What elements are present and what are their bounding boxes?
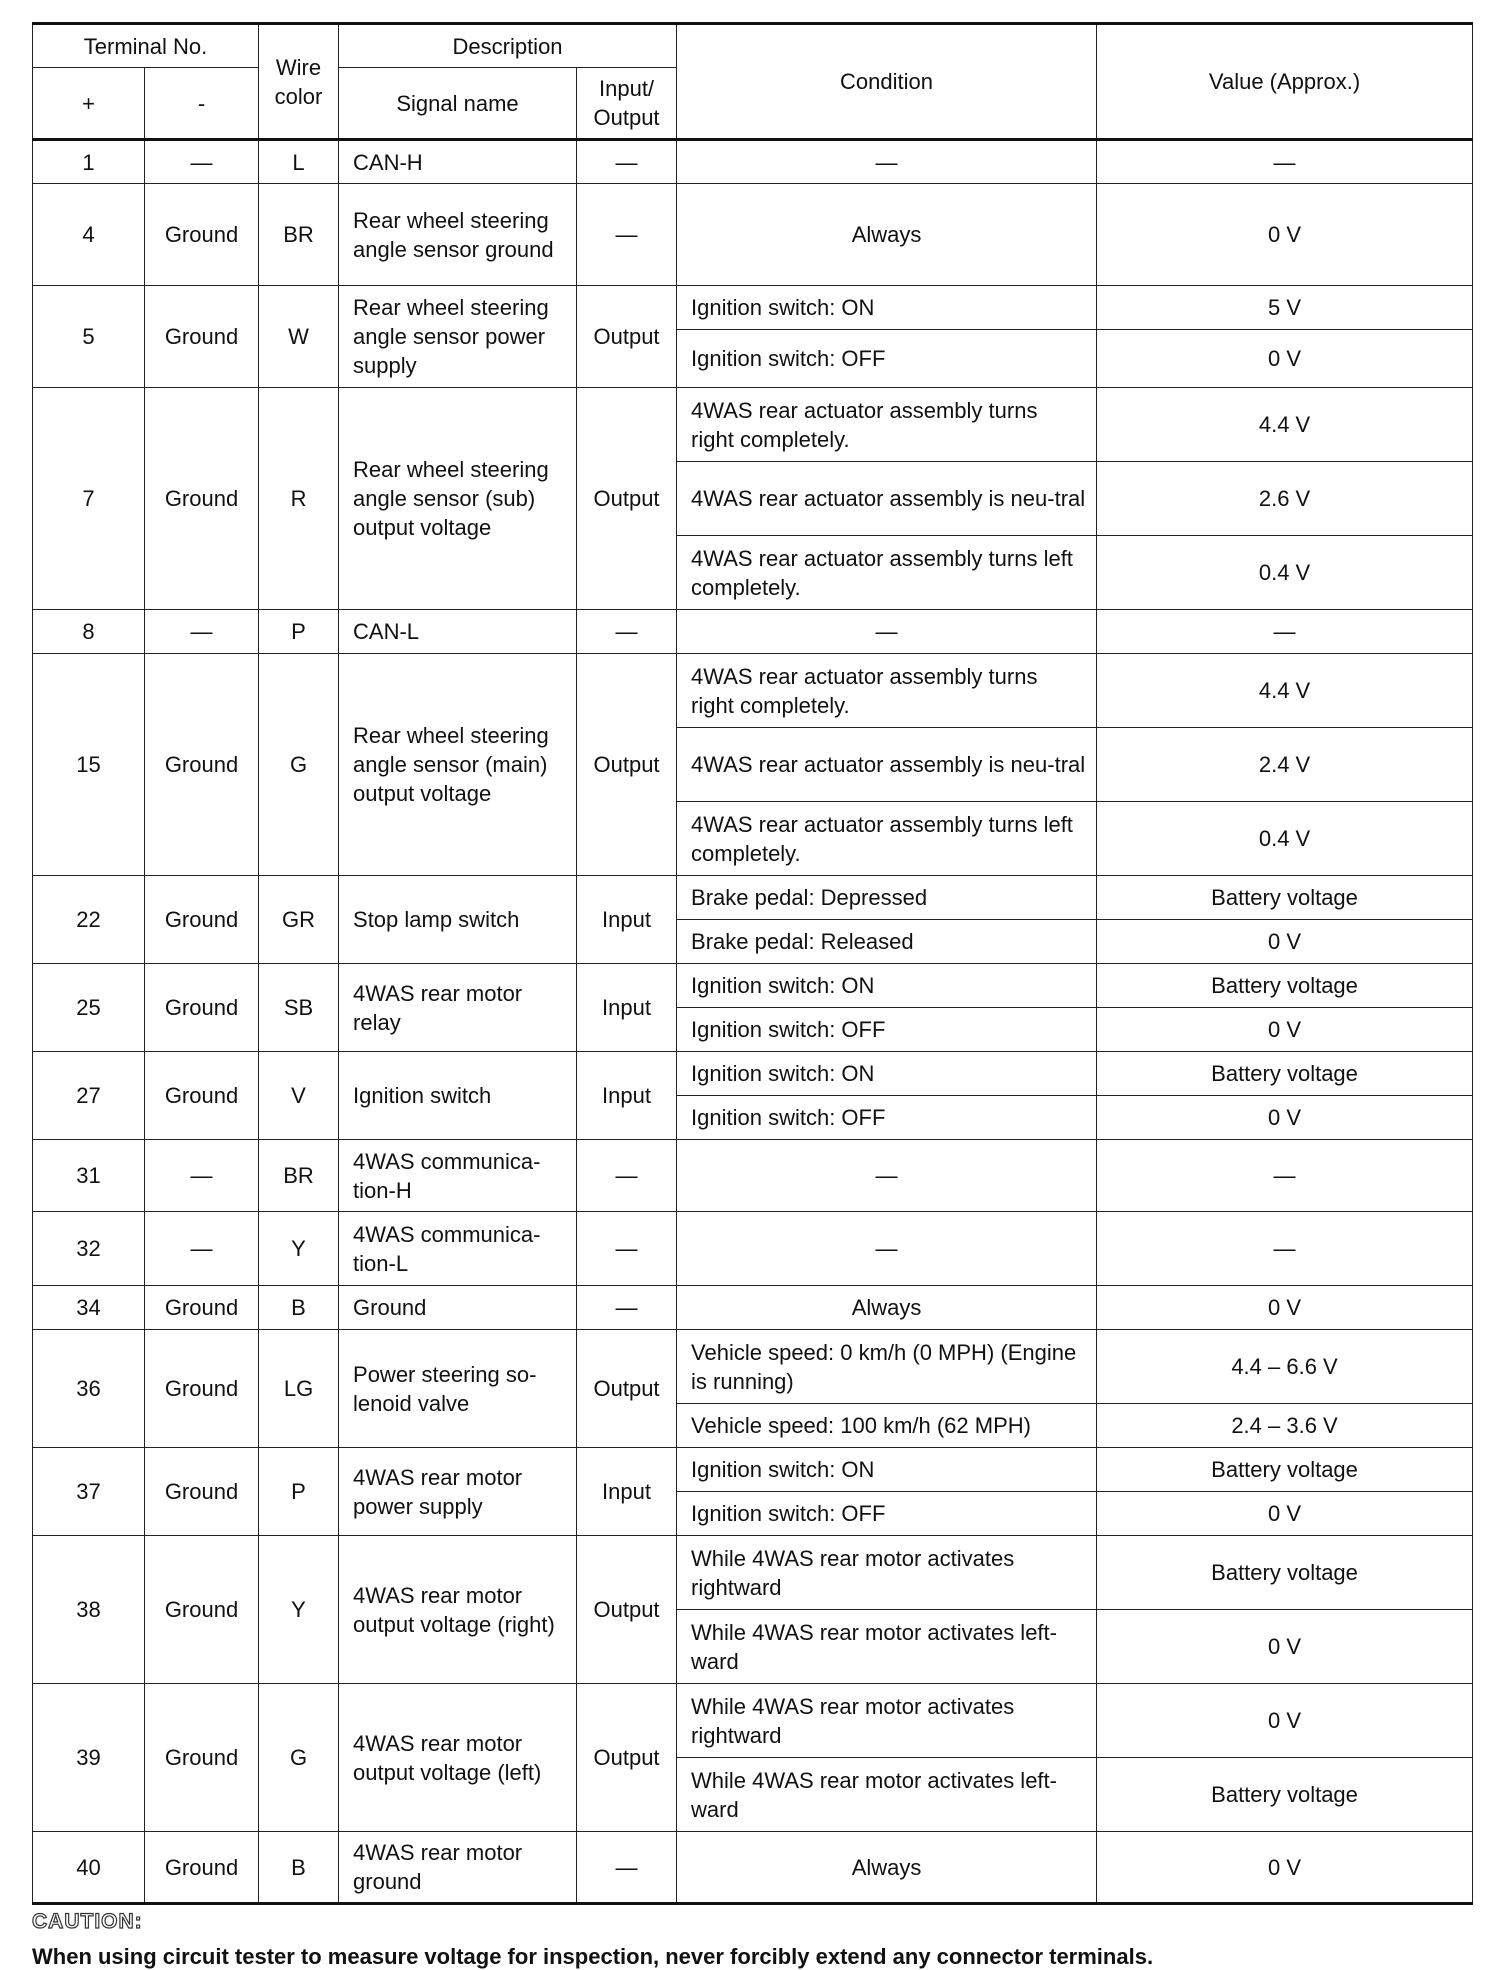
value-cell: Battery voltage	[1097, 1448, 1473, 1492]
terminal-minus-cell: Ground	[145, 1448, 259, 1536]
terminal-plus-cell: 4	[33, 184, 145, 286]
wire-color-cell: B	[259, 1832, 339, 1904]
table-row	[33, 1212, 1473, 1286]
input-output-cell: Output	[577, 1684, 677, 1832]
wire-color-cell: P	[259, 1448, 339, 1536]
value-cell: —	[1097, 1140, 1473, 1212]
condition-cell: Brake pedal: Depressed	[677, 876, 1097, 920]
value-cell: 0 V	[1097, 184, 1473, 286]
value-cell: 0 V	[1097, 1286, 1473, 1330]
terminal-minus-cell: —	[145, 140, 259, 184]
terminal-minus-cell: Ground	[145, 286, 259, 388]
terminal-plus-cell: 7	[33, 388, 145, 610]
header-plus: +	[33, 68, 145, 140]
value-cell: 5 V	[1097, 286, 1473, 330]
condition-cell: 4WAS rear actuator assembly turns left completely.	[677, 536, 1097, 610]
value-cell: 4.4 – 6.6 V	[1097, 1330, 1473, 1404]
input-output-cell: Input	[577, 1448, 677, 1536]
terminal-minus-cell: —	[145, 1140, 259, 1212]
caution-title: CAUTION:	[32, 1910, 143, 1933]
table-row	[33, 1684, 1473, 1758]
condition-cell: —	[677, 1212, 1097, 1286]
condition-cell: Ignition switch: OFF	[677, 1492, 1097, 1536]
terminal-plus-cell: 34	[33, 1286, 145, 1330]
table-row	[33, 1330, 1473, 1404]
value-cell: 0 V	[1097, 1008, 1473, 1052]
terminal-table-container	[32, 22, 1472, 1905]
signal-name-cell: CAN-L	[339, 610, 577, 654]
condition-cell: Ignition switch: ON	[677, 964, 1097, 1008]
terminal-minus-cell: Ground	[145, 654, 259, 876]
terminal-plus-cell: 22	[33, 876, 145, 964]
terminal-plus-cell: 39	[33, 1684, 145, 1832]
value-cell: Battery voltage	[1097, 964, 1473, 1008]
terminal-plus-cell: 1	[33, 140, 145, 184]
condition-cell: 4WAS rear actuator assembly is neu-tral	[677, 462, 1097, 536]
value-cell: 2.4 – 3.6 V	[1097, 1404, 1473, 1448]
value-cell: —	[1097, 610, 1473, 654]
terminal-minus-cell: Ground	[145, 1832, 259, 1904]
input-output-cell: —	[577, 184, 677, 286]
value-cell: 0 V	[1097, 1610, 1473, 1684]
signal-name-cell: 4WAS rear motor ground	[339, 1832, 577, 1904]
table-row	[33, 1052, 1473, 1096]
terminal-plus-cell: 31	[33, 1140, 145, 1212]
input-output-cell: —	[577, 1212, 677, 1286]
table-row	[33, 654, 1473, 728]
wire-color-cell: SB	[259, 964, 339, 1052]
signal-name-cell: CAN-H	[339, 140, 577, 184]
value-cell: —	[1097, 140, 1473, 184]
wire-color-cell: B	[259, 1286, 339, 1330]
value-cell: Battery voltage	[1097, 1758, 1473, 1832]
value-cell: 4.4 V	[1097, 654, 1473, 728]
condition-cell: —	[677, 140, 1097, 184]
terminal-minus-cell: Ground	[145, 1684, 259, 1832]
signal-name-cell: 4WAS rear motor power supply	[339, 1448, 577, 1536]
terminal-table	[32, 22, 1473, 1905]
header-condition: Condition	[677, 24, 1097, 140]
header-terminal-no: Terminal No.	[33, 24, 259, 68]
value-cell: 0 V	[1097, 1492, 1473, 1536]
terminal-plus-cell: 38	[33, 1536, 145, 1684]
terminal-plus-cell: 40	[33, 1832, 145, 1904]
wire-color-cell: W	[259, 286, 339, 388]
condition-cell: Always	[677, 1832, 1097, 1904]
table-row	[33, 1140, 1473, 1212]
terminal-minus-cell: Ground	[145, 876, 259, 964]
signal-name-cell: Rear wheel steering angle sensor power supply	[339, 286, 577, 388]
condition-cell: Ignition switch: OFF	[677, 1096, 1097, 1140]
signal-name-cell: Ignition switch	[339, 1052, 577, 1140]
signal-name-cell: 4WAS communica-tion-H	[339, 1140, 577, 1212]
condition-cell: While 4WAS rear motor activates left-ward	[677, 1758, 1097, 1832]
signal-name-cell: 4WAS rear motor output voltage (left)	[339, 1684, 577, 1832]
condition-cell: 4WAS rear actuator assembly is neu-tral	[677, 728, 1097, 802]
caution-text: When using circuit tester to measure voltage for inspection, never forcibly extend any connector terminals.	[32, 1944, 1154, 1969]
value-cell: Battery voltage	[1097, 1536, 1473, 1610]
value-cell: 4.4 V	[1097, 388, 1473, 462]
table-row	[33, 286, 1473, 330]
terminal-minus-cell: Ground	[145, 964, 259, 1052]
header-description: Description	[339, 24, 677, 68]
value-cell: 0 V	[1097, 920, 1473, 964]
wire-color-cell: LG	[259, 1330, 339, 1448]
value-cell: 0 V	[1097, 330, 1473, 388]
header-value: Value (Approx.)	[1097, 24, 1473, 140]
header-wire-color: Wire color	[259, 24, 339, 140]
condition-cell: Vehicle speed: 100 km/h (62 MPH)	[677, 1404, 1097, 1448]
input-output-cell: Input	[577, 876, 677, 964]
wire-color-cell: R	[259, 388, 339, 610]
terminal-plus-cell: 37	[33, 1448, 145, 1536]
condition-cell: Ignition switch: OFF	[677, 330, 1097, 388]
terminal-minus-cell: —	[145, 1212, 259, 1286]
input-output-cell: Output	[577, 654, 677, 876]
wire-color-cell: BR	[259, 1140, 339, 1212]
terminal-minus-cell: Ground	[145, 1330, 259, 1448]
condition-cell: While 4WAS rear motor activates left-ward	[677, 1610, 1097, 1684]
signal-name-cell: Rear wheel steering angle sensor (sub) output voltage	[339, 388, 577, 610]
wire-color-cell: BR	[259, 184, 339, 286]
table-row	[33, 964, 1473, 1008]
wire-color-cell: G	[259, 1684, 339, 1832]
table-row	[33, 1286, 1473, 1330]
condition-cell: 4WAS rear actuator assembly turns right completely.	[677, 654, 1097, 728]
terminal-plus-cell: 8	[33, 610, 145, 654]
terminal-minus-cell: —	[145, 610, 259, 654]
terminal-minus-cell: Ground	[145, 1286, 259, 1330]
input-output-cell: —	[577, 1286, 677, 1330]
header-input-output: Input/ Output	[577, 68, 677, 140]
condition-cell: —	[677, 610, 1097, 654]
value-cell: 0 V	[1097, 1684, 1473, 1758]
input-output-cell: —	[577, 610, 677, 654]
terminal-plus-cell: 25	[33, 964, 145, 1052]
value-cell: 0 V	[1097, 1096, 1473, 1140]
terminal-minus-cell: Ground	[145, 184, 259, 286]
input-output-cell: Output	[577, 1536, 677, 1684]
input-output-cell: —	[577, 1832, 677, 1904]
terminal-plus-cell: 15	[33, 654, 145, 876]
signal-name-cell: Rear wheel steering angle sensor ground	[339, 184, 577, 286]
input-output-cell: Input	[577, 1052, 677, 1140]
condition-cell: While 4WAS rear motor activates rightward	[677, 1684, 1097, 1758]
header-signal-name: Signal name	[339, 68, 577, 140]
condition-cell: —	[677, 1140, 1097, 1212]
table-body	[33, 140, 1473, 1904]
wire-color-cell: GR	[259, 876, 339, 964]
table-row	[33, 140, 1473, 184]
table-row	[33, 876, 1473, 920]
wire-color-cell: L	[259, 140, 339, 184]
input-output-cell: —	[577, 1140, 677, 1212]
condition-cell: Always	[677, 1286, 1097, 1330]
terminal-plus-cell: 36	[33, 1330, 145, 1448]
input-output-cell: Output	[577, 1330, 677, 1448]
table-header	[33, 24, 1473, 140]
table-row	[33, 610, 1473, 654]
signal-name-cell: Power steering so-lenoid valve	[339, 1330, 577, 1448]
value-cell: 2.6 V	[1097, 462, 1473, 536]
signal-name-cell: Stop lamp switch	[339, 876, 577, 964]
table-row	[33, 1832, 1473, 1904]
wire-color-cell: V	[259, 1052, 339, 1140]
condition-cell: While 4WAS rear motor activates rightward	[677, 1536, 1097, 1610]
condition-cell: Ignition switch: ON	[677, 286, 1097, 330]
input-output-cell: —	[577, 140, 677, 184]
terminal-plus-cell: 32	[33, 1212, 145, 1286]
value-cell: —	[1097, 1212, 1473, 1286]
terminal-plus-cell: 5	[33, 286, 145, 388]
value-cell: Battery voltage	[1097, 876, 1473, 920]
input-output-cell: Output	[577, 388, 677, 610]
signal-name-cell: 4WAS communica-tion-L	[339, 1212, 577, 1286]
signal-name-cell: 4WAS rear motor relay	[339, 964, 577, 1052]
wire-color-cell: Y	[259, 1212, 339, 1286]
value-cell: Battery voltage	[1097, 1052, 1473, 1096]
value-cell: 0 V	[1097, 1832, 1473, 1904]
table-row	[33, 1536, 1473, 1610]
table-row	[33, 184, 1473, 286]
terminal-minus-cell: Ground	[145, 388, 259, 610]
value-cell: 0.4 V	[1097, 802, 1473, 876]
wire-color-cell: G	[259, 654, 339, 876]
terminal-plus-cell: 27	[33, 1052, 145, 1140]
condition-cell: 4WAS rear actuator assembly turns right completely.	[677, 388, 1097, 462]
wire-color-cell: P	[259, 610, 339, 654]
signal-name-cell: Ground	[339, 1286, 577, 1330]
terminal-minus-cell: Ground	[145, 1052, 259, 1140]
table-row	[33, 1448, 1473, 1492]
condition-cell: Ignition switch: ON	[677, 1052, 1097, 1096]
condition-cell: Always	[677, 184, 1097, 286]
value-cell: 2.4 V	[1097, 728, 1473, 802]
signal-name-cell: Rear wheel steering angle sensor (main) output voltage	[339, 654, 577, 876]
condition-cell: Brake pedal: Released	[677, 920, 1097, 964]
condition-cell: Vehicle speed: 0 km/h (0 MPH) (Engine is running)	[677, 1330, 1097, 1404]
input-output-cell: Output	[577, 286, 677, 388]
signal-name-cell: 4WAS rear motor output voltage (right)	[339, 1536, 577, 1684]
condition-cell: 4WAS rear actuator assembly turns left completely.	[677, 802, 1097, 876]
wire-color-cell: Y	[259, 1536, 339, 1684]
header-minus: -	[145, 68, 259, 140]
condition-cell: Ignition switch: ON	[677, 1448, 1097, 1492]
table-row	[33, 388, 1473, 462]
terminal-minus-cell: Ground	[145, 1536, 259, 1684]
input-output-cell: Input	[577, 964, 677, 1052]
value-cell: 0.4 V	[1097, 536, 1473, 610]
condition-cell: Ignition switch: OFF	[677, 1008, 1097, 1052]
